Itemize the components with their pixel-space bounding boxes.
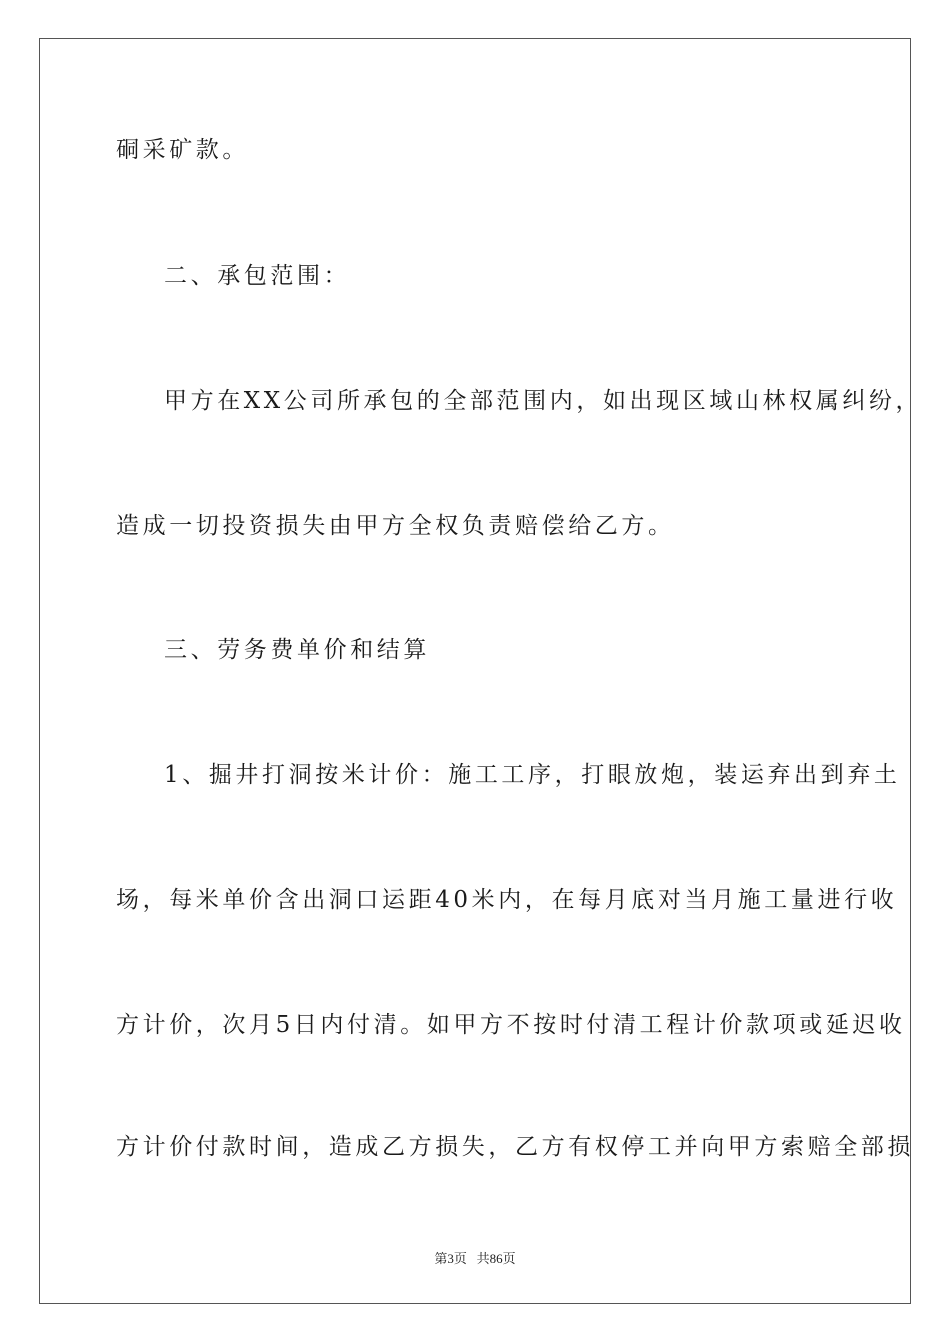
section-heading-3: 三、劳务费单价和结算	[164, 637, 430, 663]
text-line-6: 1、掘井打洞按米计价：施工工序，打眼放炮，装运弃出到弃土	[164, 762, 901, 788]
text-line-9: 方计价付款时间，造成乙方损失，乙方有权停工并向甲方索赔全部损	[116, 1134, 914, 1160]
page-border	[39, 38, 911, 1304]
text-line-4: 造成一切投资损失由甲方全权负责赔偿给乙方。	[116, 513, 675, 539]
text-line-7: 场，每米单价含出洞口运距40米内，在每月底对当月施工量进行收	[116, 887, 898, 913]
section-heading-2: 二、承包范围：	[164, 263, 351, 289]
text-line-1: 硐采矿款。	[116, 137, 249, 163]
page-number-footer: 第3页 共86页	[434, 1251, 516, 1266]
text-line-8: 方计价，次月5日内付清。如甲方不按时付清工程计价款项或延迟收	[116, 1012, 906, 1038]
text-line-3: 甲方在XX公司所承包的全部范围内，如出现区域山林权属纠纷，	[164, 388, 923, 414]
